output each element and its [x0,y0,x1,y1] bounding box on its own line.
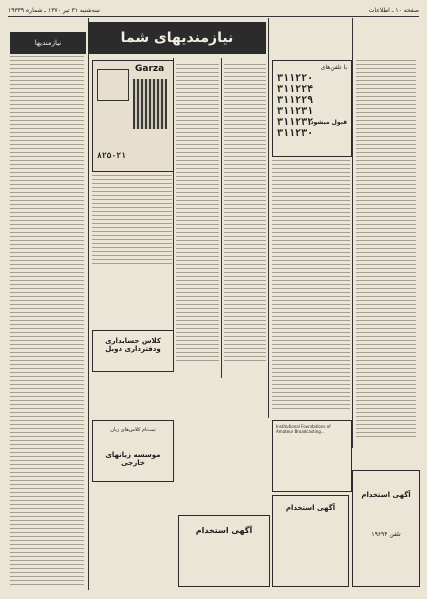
sidebar-text [10,56,84,586]
garza-brand: Garza [135,64,165,74]
column-rule [221,58,222,378]
ad-column [176,64,219,364]
hire-left-title: آگهی استخدام [285,504,336,512]
phone-label: با تلفن‌های [320,64,347,71]
english-text: Institutional Foundations of Amateur Broadcasting... [276,424,331,434]
accounting-class-ad [92,330,174,372]
heater-image [133,79,167,129]
center-hire-title: آگهی استخدام [195,526,253,535]
phone-4: ۳۱۱۲۳۱ [277,106,314,117]
english-text-ad [272,420,352,492]
phone-1: ۳۱۱۲۲۰ [277,73,314,84]
language-line1: ثبت‌نام کلاس‌های زبان [110,427,156,433]
class-title: کلاس حسابداری ودفترداری دوبل [105,337,161,353]
hire-right-phone: تلفن ۱۹۶۹۴ [371,531,401,538]
hire-right-title: آگهی استخدام [361,491,411,499]
phone-numbers [277,73,313,139]
heater-ad [92,60,174,172]
classifieds-banner: نیازمندیهای شما [88,22,266,54]
column-rule [268,18,269,418]
phone-2: ۳۱۱۲۲۴ [277,84,314,95]
phone-small: ۸۲۵۰۲۱ [97,151,126,160]
page-label: صفحه ۱۰ ـ اطلاعات [368,6,419,14]
date-line: سه‌شنبه ۳۱ تیر ۱۳۷۰ ـ شماره ۱۹۳۳۹ [8,6,100,14]
column-rule [88,18,89,590]
sidebar-title: نیازمندیها [10,32,86,54]
phone-3: ۳۱۱۲۲۹ [277,95,314,106]
center-hire-ad [178,515,270,587]
phone-note: قبول میشود [310,119,347,126]
column-rule [352,18,353,448]
hire-ad-left [272,495,349,587]
phone-5: ۳۱۱۲۳۲ [277,117,314,128]
phone-list-ad [272,60,352,157]
ad-column [224,64,266,364]
hire-ad-right [352,470,420,587]
ad-text [92,175,172,265]
language-line2: موسسه زبانهای خارجی [105,451,161,467]
phone-6: ۳۱۱۲۳۰ [277,128,314,139]
right-column-text [356,60,416,440]
page-header [8,4,419,17]
logo-box [97,69,129,101]
right-center-text [272,160,350,410]
language-school-ad [92,420,174,482]
